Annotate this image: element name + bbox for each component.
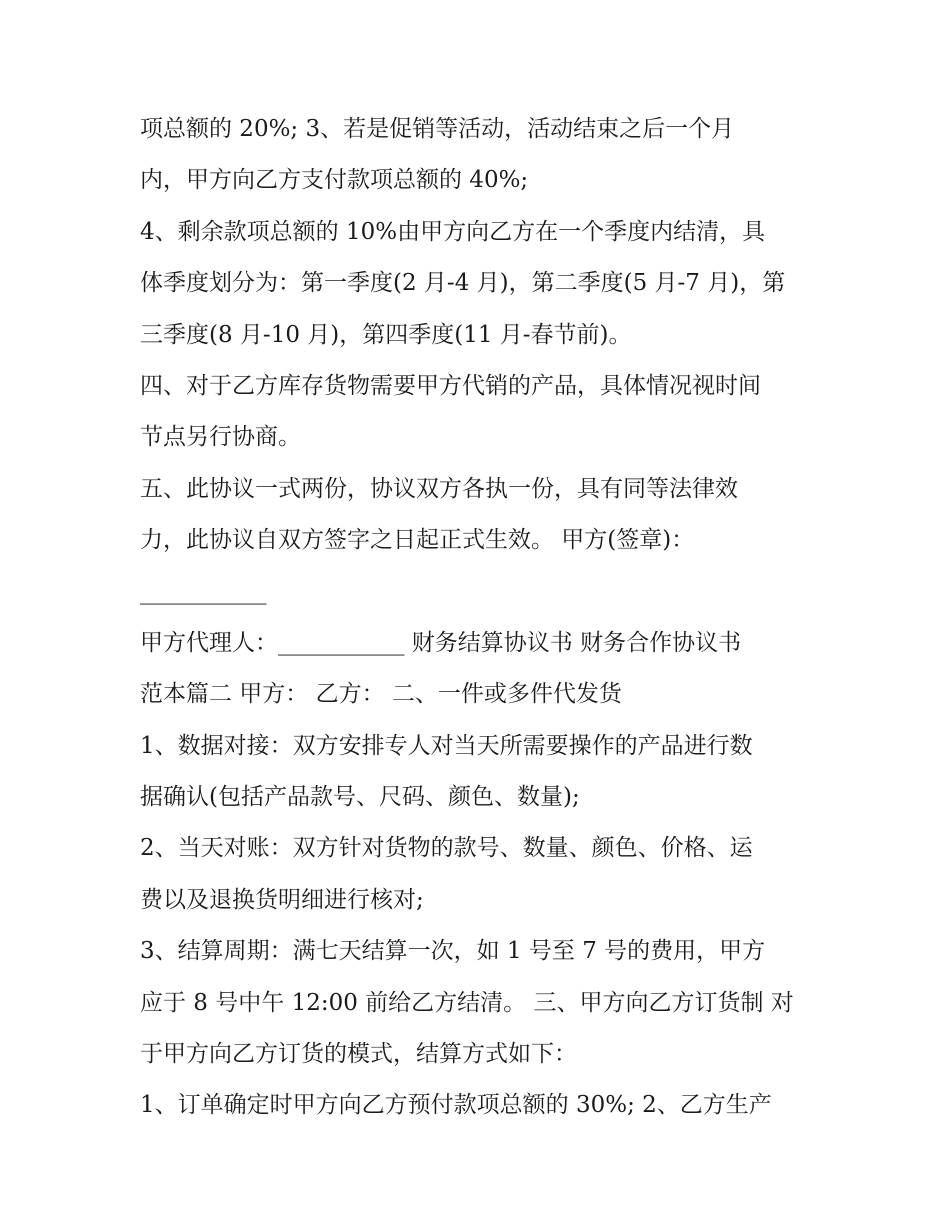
text-line: 四、对于乙方库存货物需要甲方代销的产品，具体情况视时间: [140, 372, 761, 399]
text-line: 应于 8 号中午 12:00 前给乙方结清。 三、甲方向乙方订货制 对: [140, 989, 794, 1016]
text-line: 项总额的 20%; 3、若是促销等活动，活动结束之后一个月: [140, 116, 735, 142]
text-line: 费以及退换货明细进行核对;: [140, 886, 424, 913]
text-line: 3、结算周期：满七天结算一次，如 1 号至 7 号的费用，甲方: [140, 938, 766, 965]
text-line: 据确认(包括产品款号、尺码、颜色、数量);: [140, 784, 580, 811]
text-line: 体季度划分为：第一季度(2 月-4 月)，第二季度(5 月-7 月)，第: [140, 270, 786, 297]
text-line: 范本篇二 甲方： 乙方： 二、一件或多件代发货: [140, 681, 622, 708]
text-line: 三季度(8 月-10 月)，第四季度(11 月-春节前)。: [140, 321, 632, 348]
text-line: 内，甲方向乙方支付款项总额的 40%;: [140, 167, 529, 194]
text-line: 力，此协议自双方签字之日起正式生效。 甲方(签章)：: [140, 527, 695, 554]
text-line: 甲方代理人：___________ 财务结算协议书 财务合作协议书: [140, 629, 742, 656]
text-line: 1、数据对接：双方安排专人对当天所需要操作的产品进行数: [140, 732, 753, 759]
document-body: [140, 104, 820, 1132]
text-line: 于甲方向乙方订货的模式，结算方式如下：: [140, 1041, 577, 1068]
text-line: 五、此协议一式两份，协议双方各执一份，具有同等法律效: [140, 475, 738, 502]
text-line: 节点另行协商。: [140, 424, 301, 451]
text-line: 4、剩余款项总额的 10%由甲方向乙方在一个季度内结清，具: [140, 218, 766, 245]
text-line: 1、订单确定时甲方向乙方预付款项总额的 30%; 2、乙方生产: [140, 1092, 772, 1119]
text-line: 2、当天对账：双方针对货物的款号、数量、颜色、价格、运: [140, 835, 753, 862]
signature-blank-line: ___________: [140, 578, 267, 605]
